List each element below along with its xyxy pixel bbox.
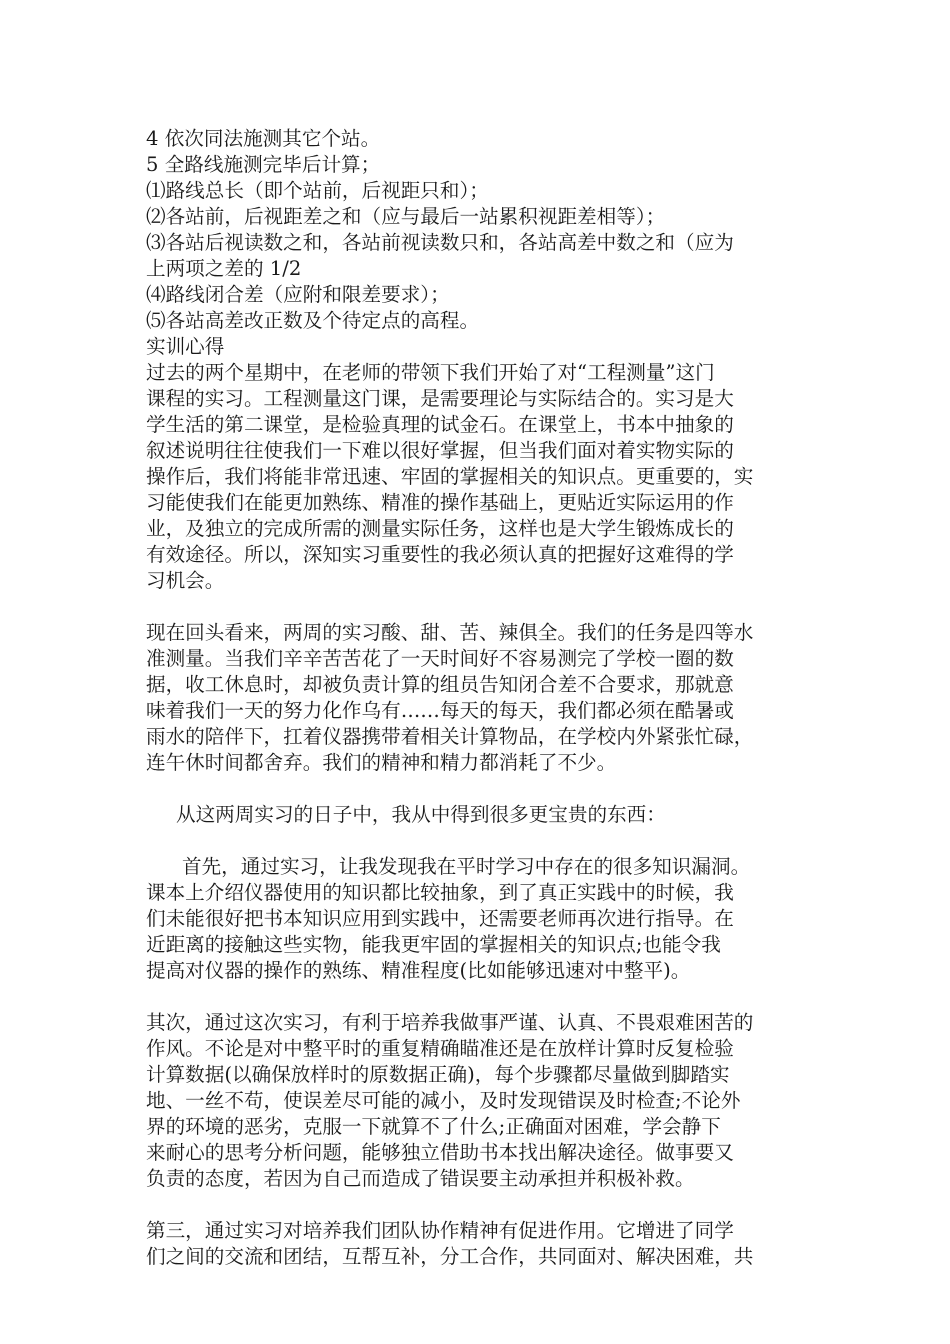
calc-item-4: ⑷路线闭合差（应附和限差要求）； (146, 283, 450, 306)
paragraph-line: 习能使我们在能更加熟练、精准的操作基础上，更贴近实际运用的作 (146, 491, 734, 514)
paragraph-line: 计算数据(以确保放样时的原数据正确)，每个步骤都尽量做到脚踏实 (146, 1063, 730, 1086)
paragraph-line: 操作后，我们将能非常迅速、牢固的掌握相关的知识点。更重要的，实 (146, 465, 754, 488)
paragraph-line: 味着我们一天的努力化作乌有……每天的每天，我们都必须在酷暑或 (146, 699, 734, 722)
paragraph-line: 们之间的交流和团结，互帮互补，分工合作，共同面对、解决困难，共 (146, 1245, 754, 1268)
section-title: 实训心得 (146, 335, 225, 358)
paragraph-line: 来耐心的思考分析问题，能够独立借助书本找出解决途径。做事要又 (146, 1141, 734, 1164)
paragraph-line: 过去的两个星期中，在老师的带领下我们开始了对“工程测量”这门 (146, 361, 715, 384)
paragraph-line: 首先，通过实习，让我发现我在平时学习中存在的很多知识漏洞。 (182, 855, 751, 878)
calc-item-5: ⑸各站高差改正数及个待定点的高程。 (146, 309, 480, 332)
calc-item-1: ⑴路线总长（即个站前，后视距只和）； (146, 179, 489, 202)
paragraph-gap (146, 1192, 810, 1218)
paragraph-line: 习机会。 (146, 569, 225, 592)
calc-item-3-cont: 上两项之差的 1/2 (146, 257, 302, 280)
paragraph-line: 据，收工休息时，却被负责计算的组员告知闭合差不合要求，那就意 (146, 673, 734, 696)
calc-item-3: ⑶各站后视读数之和，各站前视读数只和，各站高差中数之和（应为 (146, 231, 734, 254)
paragraph-third (146, 1218, 810, 1270)
paragraph-second (146, 1010, 810, 1192)
paragraph-line: 们未能很好把书本知识应用到实践中，还需要老师再次进行指导。在 (146, 907, 734, 930)
paragraph-gains (146, 802, 810, 828)
paragraph-line: 从这两周实习的日子中，我从中得到很多更宝贵的东西： (176, 803, 666, 826)
paragraph-gap (146, 594, 810, 620)
paragraph-line: 其次，通过这次实习，有利于培养我做事严谨、认真、不畏艰难困苦的 (146, 1011, 754, 1034)
paragraph-gap (146, 828, 810, 854)
paragraph-line: 课程的实习。工程测量这门课，是需要理论与实际结合的。实习是大 (146, 387, 734, 410)
paragraph-line: 准测量。当我们辛辛苦苦花了一天时间好不容易测完了学校一圈的数 (146, 647, 734, 670)
paragraph-looking-back (146, 620, 810, 776)
calc-item-2: ⑵各站前，后视距差之和（应与最后一站累积视距差相等）； (146, 205, 666, 228)
document-page (146, 126, 810, 1270)
paragraph-line: 作风。不论是对中整平时的重复精确瞄准还是在放样计算时反复检验 (146, 1037, 734, 1060)
paragraph-line: 地、一丝不苟，使误差尽可能的减小，及时发现错误及时检查;不论外 (146, 1089, 741, 1112)
paragraph-intro (146, 360, 810, 594)
paragraph-line: 课本上介绍仪器使用的知识都比较抽象，到了真正实践中的时候，我 (146, 881, 734, 904)
paragraph-gap (146, 984, 810, 1010)
paragraph-line: 现在回头看来，两周的实习酸、甜、苦、辣俱全。我们的任务是四等水 (146, 621, 754, 644)
paragraph-line: 界的环境的恶劣，克服一下就算不了什么;正确面对困难，学会静下 (146, 1115, 721, 1138)
paragraph-line: 第三，通过实习对培养我们团队协作精神有促进作用。它增进了同学 (146, 1219, 734, 1242)
step-4: 4 依次同法施测其它个站。 (146, 127, 381, 150)
paragraph-gap (146, 776, 810, 802)
step-5: 5 全路线施测完毕后计算； (146, 153, 381, 176)
paragraph-line: 叙述说明往往使我们一下难以很好掌握，但当我们面对着实物实际的 (146, 439, 734, 462)
paragraph-line: 雨水的陪伴下，扛着仪器携带着相关计算物品，在学校内外紧张忙碌， (146, 725, 754, 748)
paragraph-line: 连午休时间都舍弃。我们的精神和精力都消耗了不少。 (146, 751, 617, 774)
paragraph-line: 近距离的接触这些实物，能我更牢固的掌握相关的知识点;也能令我 (146, 933, 721, 956)
paragraph-line: 学生活的第二课堂，是检验真理的试金石。在课堂上，书本中抽象的 (146, 413, 734, 436)
paragraph-line: 负责的态度，若因为自己而造成了错误要主动承担并积极补救。 (146, 1167, 695, 1190)
paragraph-line: 提高对仪器的操作的熟练、精准程度(比如能够迅速对中整平)。 (146, 959, 691, 982)
paragraph-line: 有效途径。所以，深知实习重要性的我必须认真的把握好这难得的学 (146, 543, 734, 566)
paragraph-first (146, 854, 810, 984)
paragraph-line: 业，及独立的完成所需的测量实际任务，这样也是大学生锻炼成长的 (146, 517, 734, 540)
